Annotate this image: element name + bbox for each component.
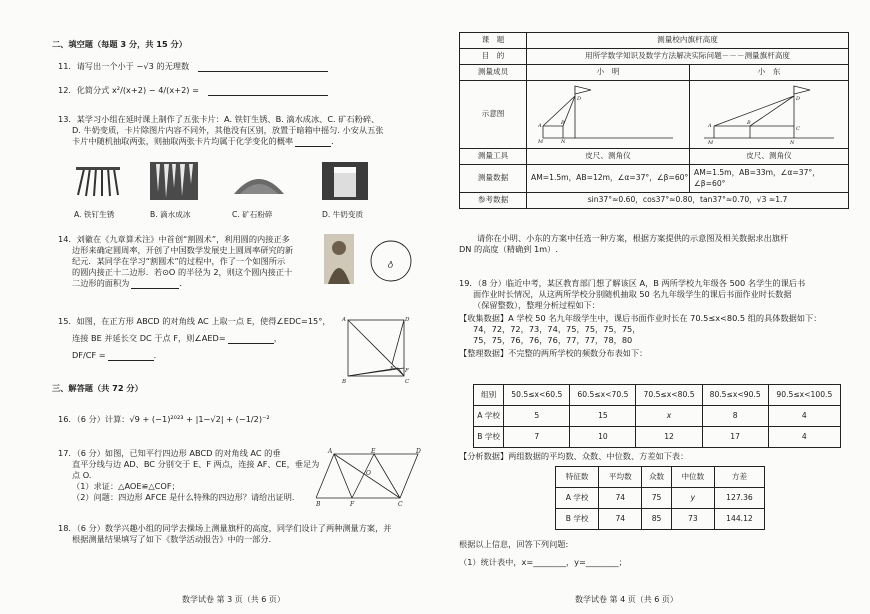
- report-topic-value: 测量校内旗杆高度: [527, 33, 849, 49]
- question-14-line-2: 边形来确定圆周率，开创了中国数学发展史上圆周率研究的新: [72, 245, 294, 256]
- report-tools-b: 皮尺、测角仪: [690, 149, 849, 165]
- question-13-line-1: 13．某学习小组在延时课上制作了五张卡片：A. 铁钉生锈、B. 滴水成冰、C. 矿石粉碎、: [58, 114, 380, 124]
- answer-blank-15b: [108, 352, 154, 361]
- report-row-topic: [460, 33, 849, 49]
- para-label-b: B: [316, 501, 321, 508]
- svg-text:D: D: [796, 95, 801, 102]
- question-16: 16．（6 分）计算：√9 + (−1)²⁰²³ + |1−√2| + (−1/2)⁻²: [58, 414, 270, 424]
- flagpole-diagram-a: [533, 82, 683, 144]
- frequency-row-a: [474, 406, 841, 427]
- section-2-heading: 二、填空题（每题 3 分，共 15 分）: [52, 39, 187, 49]
- report-row-members: [460, 65, 849, 81]
- report-row-data: [460, 165, 849, 193]
- question-13-line-3-text: 卡片中随机抽取两张，则抽取两张卡片均属于化学变化的概率: [72, 136, 294, 147]
- question-17-line-1: 17．（6 分）如图，已知平行四边形 ABCD 的对角线 AC 的垂: [58, 448, 281, 458]
- report-row-diagram: [460, 81, 849, 149]
- para-label-o: O: [366, 470, 371, 477]
- ore-pile-illustration: [232, 170, 286, 196]
- svg-text:A: A: [708, 122, 712, 129]
- stat-header-cell: 众数: [642, 467, 671, 488]
- question-15-line-2: 连接 BE 并延长交 DC 于点 F，则∠AED= ，: [72, 333, 282, 344]
- parallelogram-diagram: [316, 446, 424, 508]
- card-caption-d: D. 牛奶变质: [322, 210, 364, 219]
- square-label-a: A: [342, 317, 346, 323]
- report-data-label: 测量数据: [460, 165, 527, 193]
- para-label-e: E: [371, 448, 376, 455]
- question-19: [459, 278, 859, 359]
- report-diagram-a: [527, 81, 690, 149]
- stat-header-cell: 特征数: [556, 467, 599, 488]
- stat-cell: 73: [671, 509, 714, 530]
- square-label-d: D: [405, 317, 410, 323]
- question-14-line-4: 的圆内接正十二边形．若⊙O 的半径为 2，则这个圆内接正十: [72, 267, 293, 278]
- svg-text:N: N: [561, 138, 566, 144]
- question-14: [58, 234, 318, 289]
- activity-report-table: [459, 32, 849, 209]
- report-diagram-b: [690, 81, 849, 149]
- svg-text:M: M: [708, 139, 714, 144]
- stat-cell: 74: [599, 509, 642, 530]
- collect-data-heading: 【收集数据】A 学校 50 名九年级学生中，课后书面作业时长在 70.5≤x<80.5 组的具体数据如下：: [459, 313, 822, 324]
- question-18-line-1: 18．（6 分）数学兴趣小组的同学去操场上测量旗杆的高度，同学们设计了两种测量方案，并: [58, 523, 392, 533]
- question-15-line-2-text: 连接 BE 并延长交 DC 于点 F，则∠AED=: [72, 333, 226, 344]
- freq-cell: 4: [768, 427, 840, 448]
- square-diagram: [340, 314, 412, 386]
- freq-cell: 7: [504, 427, 570, 448]
- svg-text:A: A: [538, 122, 542, 129]
- analyze-data-heading: 【分析数据】两组数据的平均数、众数、中位数、方差如下表：: [459, 451, 689, 461]
- icicles-illustration: [150, 162, 198, 200]
- freq-cell: 17: [702, 427, 768, 448]
- question-12-text: 12．化简分式 x²/(x+2) − 4/(x+2) =: [58, 85, 199, 95]
- freq-header-cell: 50.5≤x<60.5: [504, 385, 570, 406]
- card-caption-b: B. 滴水成冰: [150, 210, 191, 219]
- freq-header-cell: 组别: [474, 385, 504, 406]
- card-caption-a: A. 铁钉生锈: [74, 210, 115, 219]
- card-image-ore: [232, 170, 286, 196]
- freq-header-cell: 90.5≤x<100.5: [768, 385, 840, 406]
- freq-header-cell: 70.5≤x<80.5: [636, 385, 702, 406]
- report-member-b: 小 东: [690, 65, 849, 81]
- stat-cell: 85: [642, 509, 671, 530]
- question-17-line-3: （1）求证：△AOE≌△COF；: [72, 481, 180, 492]
- question-18-tail-line-1: 请你在小明、小东的方案中任选一种方案，根据方案提供的示意图及相关数据求出旗杆: [477, 233, 789, 243]
- frequency-row-b: [474, 427, 841, 448]
- report-reference-label: 参考数据: [460, 193, 527, 209]
- freq-header-cell: 80.5≤x<90.5: [702, 385, 768, 406]
- square-label-c: C: [405, 379, 410, 385]
- frequency-table: [473, 384, 841, 448]
- para-label-d: D: [416, 448, 421, 455]
- report-row-reference: [460, 193, 849, 209]
- report-data-b: AM=1.5m，AB=33m，∠α=37°，∠β=60°: [690, 165, 849, 193]
- frequency-header-row: [474, 385, 841, 406]
- freq-cell: 4: [768, 406, 840, 427]
- question-13: [58, 114, 403, 147]
- answer-blank-13: [295, 138, 331, 147]
- stat-cell: 74: [599, 488, 642, 509]
- question-19-after: 根据以上信息，回答下列问题:: [459, 539, 569, 549]
- question-19-line-2: 面作业时长情况，从这两所学校分别随机抽取 50 名九年级学生的课后书面作业时长数据: [473, 289, 792, 300]
- question-13-line-3: 卡片中随机抽取两张，则抽取两张卡片均属于化学变化的概率 ．: [72, 136, 340, 147]
- question-18-tail: [459, 233, 854, 255]
- square-label-e: E: [390, 366, 395, 372]
- stat-header-cell: 中位数: [671, 467, 714, 488]
- collect-data-line-1: 74，72，72，73，74，75，75，75，75，: [473, 324, 641, 335]
- question-15-line-3-text: DF/CF =: [72, 350, 106, 361]
- stat-header-cell: 方差: [714, 467, 764, 488]
- svg-text:N: N: [790, 139, 795, 144]
- stat-cell: y: [671, 488, 714, 509]
- square-figure: [340, 314, 412, 386]
- question-18: [58, 523, 428, 545]
- milk-glass-illustration: [322, 162, 368, 200]
- freq-cell: 8: [702, 406, 768, 427]
- card-image-nails: [72, 165, 126, 199]
- stat-header-row: [556, 467, 765, 488]
- square-label-f: F: [405, 368, 409, 374]
- report-tools-label: 测量工具: [460, 149, 527, 165]
- report-members-label: 测量成员: [460, 65, 527, 81]
- report-diagram-label: 示意图: [460, 81, 527, 149]
- freq-cell: 10: [570, 427, 636, 448]
- answer-blank-15a: [228, 335, 274, 344]
- question-12: [58, 85, 328, 96]
- collect-data-line-2: 75，75，76，76，76，77，77，78，80: [473, 335, 633, 346]
- report-topic-label: 课 题: [460, 33, 527, 49]
- stat-cell: B 学校: [556, 509, 599, 530]
- report-row-purpose: [460, 49, 849, 65]
- page-3-footer: 数学试卷 第 3 页（共 6 页）: [182, 595, 285, 604]
- svg-text:B: B: [747, 119, 751, 126]
- question-13-line-2: D. 牛奶变质，卡片除图片内容不同外，其他没有区别，放置于暗箱中摇匀. 小安从五张: [72, 125, 384, 136]
- para-label-a: A: [328, 448, 333, 455]
- report-purpose-label: 目 的: [460, 49, 527, 65]
- para-label-f: F: [350, 501, 355, 508]
- stat-row-b: [556, 509, 765, 530]
- stat-cell: 75: [642, 488, 671, 509]
- circle-diagram: [368, 238, 414, 284]
- report-row-tools: [460, 149, 849, 165]
- question-19-part-1: （1）统计表中，x=________，y=________；: [459, 557, 627, 567]
- freq-cell: 12: [636, 427, 702, 448]
- freq-header-cell: 60.5≤x<70.5: [570, 385, 636, 406]
- question-18-tail-line-2: DN 的高度（精确到 1m）.: [459, 244, 558, 255]
- report-tools-a: 皮尺、测角仪: [527, 149, 690, 165]
- page-4-footer: 数学试卷 第 4 页（共 6 页）: [575, 595, 678, 604]
- freq-cell: x: [636, 406, 702, 427]
- report-data-a: AM=1.5m，AB=12m，∠α=37°，∠β=60°: [527, 165, 690, 193]
- question-17-line-2: 直平分线与边 AD、BC 分别交于 E、F 两点，连接 AF、CE，垂足为点 O.: [72, 459, 320, 481]
- flagpole-diagram-b: [694, 82, 844, 144]
- card-image-milk: [322, 162, 368, 200]
- question-11-text: 11．请写出一个小于 −√3 的无理数: [58, 61, 190, 71]
- square-label-b: B: [342, 379, 347, 385]
- freq-cell: 15: [570, 406, 636, 427]
- svg-text:M: M: [538, 138, 544, 144]
- question-19-line-1: 19．（8 分）临近中考，某区教育部门想了解该区 A，B 两所学校九年级各 500 名学生的课后书: [459, 278, 806, 288]
- freq-cell: 5: [504, 406, 570, 427]
- svg-text:B: B: [561, 119, 565, 126]
- right-page: [435, 0, 870, 614]
- answer-blank-11: [198, 63, 328, 72]
- stat-row-a: [556, 488, 765, 509]
- report-reference-value: sin37°≈0.60，cos37°≈0.80，tan37°≈0.70，√3 ≈1.7: [527, 193, 849, 209]
- report-purpose-value: 用所学数学知识及数学方法解决实际问题－－－测量旗杆高度: [527, 49, 849, 65]
- stat-cell: 127.36: [714, 488, 764, 509]
- liu-hui-illustration: [324, 234, 354, 284]
- answer-blank-14: [131, 280, 179, 289]
- svg-text:C: C: [796, 125, 800, 132]
- circle-center-label: O: [388, 263, 393, 270]
- question-15-line-3: DF/CF = ．: [72, 350, 162, 361]
- question-11: [58, 61, 328, 72]
- liu-hui-portrait: [324, 234, 354, 284]
- question-14-line-3: 纪元．某同学在学习“割圆术”的过程中，作了一个如图所示: [72, 256, 286, 267]
- question-15: [58, 316, 348, 361]
- question-15-line-1: 15．如图，在正方形 ABCD 的对角线 AC 上取一点 E，使得∠EDC=15°，: [58, 316, 331, 326]
- stat-cell: 144.12: [714, 509, 764, 530]
- stat-cell: A 学校: [556, 488, 599, 509]
- stat-header-cell: 平均数: [599, 467, 642, 488]
- statistics-table: [555, 466, 765, 530]
- question-17-line-4: （2）问题：四边形 AFCE 是什么特殊的四边形？请给出证明.: [72, 492, 295, 503]
- question-19-line-3: （保留整数），整理分析过程如下：: [473, 300, 600, 311]
- report-member-a: 小 明: [527, 65, 690, 81]
- question-14-line-5-text: 二边形的面积为: [72, 278, 130, 289]
- answer-blank-12: [208, 87, 328, 96]
- section-3-heading: 三、解答题（共 72 分）: [52, 383, 143, 393]
- parallelogram-figure: [316, 446, 424, 508]
- nails-illustration: [72, 165, 126, 199]
- organize-data-heading: 【整理数据】不完整的两所学校的频数分布表如下：: [459, 348, 648, 359]
- circle-figure: [368, 238, 414, 284]
- freq-cell: B 学校: [474, 427, 504, 448]
- question-14-line-1: 14．刘徽在《九章算术注》中首创“割圆术”，利用圆的内接正多: [58, 234, 290, 244]
- question-18-line-2: 根据测量结果填写了如下《数学活动报告》中的一部分.: [72, 534, 272, 545]
- freq-cell: A 学校: [474, 406, 504, 427]
- card-image-icicles: [150, 162, 198, 200]
- question-17: [58, 448, 320, 503]
- question-14-line-5: 二边形的面积为 ．: [72, 278, 188, 289]
- para-label-c: C: [398, 501, 403, 508]
- svg-text:D: D: [577, 95, 582, 102]
- card-caption-c: C. 矿石粉碎: [232, 210, 273, 219]
